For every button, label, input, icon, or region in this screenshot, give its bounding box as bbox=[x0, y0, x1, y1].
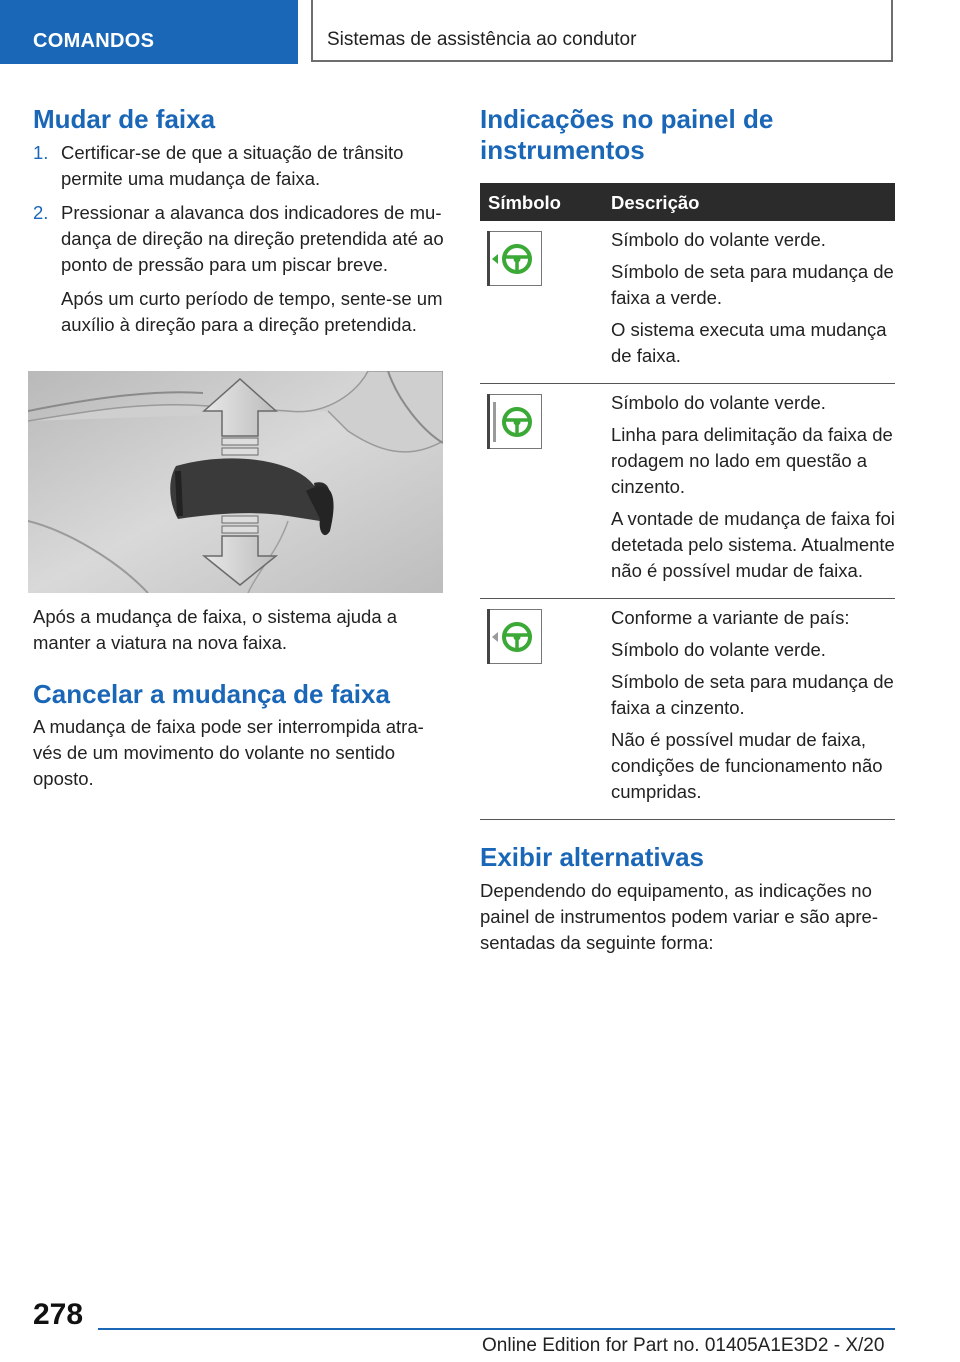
steering-wheel-line-gray-icon bbox=[487, 394, 542, 449]
table-row bbox=[480, 599, 895, 820]
chapter-title: Sistemas de assistência ao condutor bbox=[327, 29, 637, 50]
section-label: COMANDOS bbox=[33, 30, 155, 52]
desc-line: Conforme a variante de país: bbox=[611, 607, 850, 628]
steps-list bbox=[33, 140, 445, 346]
heading-indicacoes: Indicações no painel de instrumentos bbox=[480, 104, 774, 165]
chapter-header bbox=[311, 0, 893, 62]
desc-line: Símbolo do volante verde. bbox=[611, 229, 826, 250]
list-item bbox=[33, 200, 445, 338]
desc-line: A vontade de mudança de faixa foi detetada pelo sistema. Atualmente não é possível mudar de faixa. bbox=[611, 508, 895, 581]
step-number: 2. bbox=[33, 202, 49, 223]
desc-line: Símbolo de seta para mudança de faixa a verde. bbox=[611, 261, 894, 308]
alternatives-text: Dependendo do equipamento, as indicações no painel de instrumentos podem variar e são apresentadas da seguinte forma: bbox=[480, 880, 878, 953]
steering-wheel-arrow-green-icon bbox=[487, 231, 542, 286]
desc-line: Símbolo de seta para mudança de faixa a cinzento. bbox=[611, 671, 894, 718]
footer-divider bbox=[98, 1328, 895, 1330]
desc-line: Não é possível mudar de faixa, condições de funcionamento não cumpridas. bbox=[611, 729, 883, 802]
cancel-text: A mudança de faixa pode ser interrompida através de um movimento do volante no sentido oposto. bbox=[33, 716, 424, 789]
heading-mudar-de-faixa: Mudar de faixa bbox=[33, 104, 216, 134]
footer-edition: Online Edition for Part no. 01405A1E3D2 - X/20 bbox=[482, 1335, 885, 1356]
list-item bbox=[33, 140, 445, 192]
step-number: 1. bbox=[33, 142, 49, 163]
col-description-header: Descrição bbox=[611, 192, 700, 213]
section-tab bbox=[0, 0, 298, 64]
step-extra-text: Após um curto período de tempo, sente-se um auxílio à direção para a direção pretendida. bbox=[61, 288, 443, 335]
desc-line: Símbolo do volante verde. bbox=[611, 392, 826, 413]
desc-line: Linha para delimitação da faixa de rodagem no lado em questão a cinzento. bbox=[611, 424, 893, 497]
turn-signal-lever-illustration bbox=[28, 371, 443, 593]
table-header bbox=[480, 183, 895, 221]
after-change-text: Após a mudança de faixa, o sistema ajuda a manter a viatura na nova faixa. bbox=[33, 606, 398, 653]
col-symbol-header: Símbolo bbox=[488, 192, 561, 213]
step-text: Certificar-se de que a situação de trânsito permite uma mudança de faixa. bbox=[61, 142, 404, 189]
page-number: 278 bbox=[33, 1298, 84, 1331]
steering-wheel-arrow-gray-icon bbox=[487, 609, 542, 664]
table-row bbox=[480, 221, 895, 384]
indicator-table bbox=[480, 183, 895, 820]
heading-exibir-alternativas: Exibir alternativas bbox=[480, 842, 704, 872]
table-row bbox=[480, 384, 895, 599]
heading-cancelar: Cancelar a mudança de faixa bbox=[33, 679, 390, 709]
desc-line: Símbolo do volante verde. bbox=[611, 639, 826, 660]
desc-line: O sistema executa uma mudança de faixa. bbox=[611, 319, 887, 366]
step-text: Pressionar a alavanca dos indicadores de mudança de direção na direção pretendida até ao ponto de pressão para um piscar breve. bbox=[61, 202, 444, 275]
